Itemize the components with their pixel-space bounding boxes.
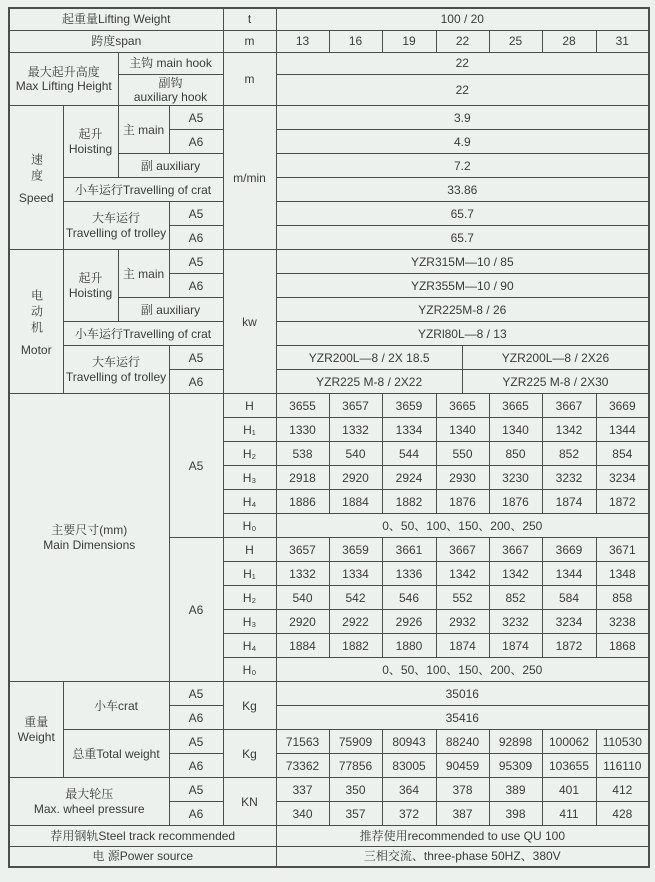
dim-value: 1344 <box>596 418 649 442</box>
motor-crane-a6-values <box>276 370 649 394</box>
lifting-weight-value: 100 / 20 <box>276 8 649 30</box>
weight-trolley-a5-value: 35016 <box>276 682 649 706</box>
max-lifting-height-en: Max Lifting Height <box>15 78 112 93</box>
row-span <box>9 30 649 52</box>
pressure-value: 357 <box>329 802 382 826</box>
dim-value: 1874 <box>436 634 489 658</box>
dim-value: 1872 <box>596 490 649 514</box>
motor-crane-label <box>63 346 169 394</box>
dim-value: 540 <box>329 442 382 466</box>
pressure-value: 337 <box>276 778 329 802</box>
weight-value: 100062 <box>542 730 596 754</box>
pressure-value: 412 <box>596 778 649 802</box>
speed-unit: m/min <box>223 106 276 250</box>
weight-value: 77856 <box>329 754 382 778</box>
grade-a6: A6 <box>169 802 223 826</box>
weight-value: 80943 <box>382 730 436 754</box>
wheel-pressure-en: Max. wheel pressure <box>33 801 145 816</box>
max-lifting-height-label <box>9 52 118 106</box>
dim-value: 2930 <box>436 466 489 490</box>
motor-main-a5-value: YZR315M—10 / 85 <box>276 250 649 274</box>
span-label: 跨度span <box>9 30 223 52</box>
dim-row-label: H₂ <box>223 586 276 610</box>
weight-value: 92898 <box>489 730 542 754</box>
dim-value: 1874 <box>489 634 542 658</box>
dim-value: 3671 <box>596 538 649 562</box>
speed-crane-en: Travelling of trolley <box>65 225 167 240</box>
power-source-label: 电 源Power source <box>9 847 276 867</box>
dim-value: 3669 <box>542 538 596 562</box>
motor-trolley-label: 小车运行Travelling of crat <box>63 322 223 346</box>
dim-value: 3665 <box>436 394 489 418</box>
dim-value: 3232 <box>542 466 596 490</box>
weight-value: 95309 <box>489 754 542 778</box>
weight-value: 88240 <box>436 730 489 754</box>
span-value: 13 <box>276 30 329 52</box>
aux-hook-zh: 副钩 <box>158 75 183 90</box>
motor-section-label <box>9 250 63 394</box>
dim-value: 1332 <box>329 418 382 442</box>
speed-crane-a6-value: 65.7 <box>276 226 649 250</box>
weight-total-label: 总重Total weight <box>63 730 169 778</box>
grade-a5: A5 <box>169 394 223 538</box>
dim-row-label: H₁ <box>223 418 276 442</box>
lifting-weight-unit: t <box>223 8 276 30</box>
weight-unit: Kg <box>223 682 276 730</box>
dim-value: 1348 <box>596 562 649 586</box>
max-lifting-height-unit: m <box>223 52 276 106</box>
dim-value: 1342 <box>436 562 489 586</box>
lifting-weight-label: 起重量Lifting Weight <box>9 8 223 30</box>
motor-crane-a5-left: YZR200L—8 / 2X 18.5 <box>308 350 430 365</box>
main-hook-value: 22 <box>276 52 649 74</box>
motor-hoisting-label <box>63 250 118 322</box>
weight-unit: Kg <box>223 730 276 778</box>
dim-value: 1344 <box>542 562 596 586</box>
dim-value: 542 <box>329 586 382 610</box>
dim-value: 3238 <box>596 610 649 634</box>
dim-row-label: H <box>223 394 276 418</box>
dim-value: 1340 <box>489 418 542 442</box>
span-value: 28 <box>542 30 596 52</box>
row-wheel-a5 <box>9 778 649 802</box>
weight-value: 90459 <box>436 754 489 778</box>
motor-crane-a6-left: YZR225 M-8 / 2X22 <box>316 374 423 389</box>
dim-row-label: H₄ <box>223 490 276 514</box>
dim-value: 2918 <box>276 466 329 490</box>
motor-unit: kw <box>223 250 276 394</box>
dim-value: 2920 <box>329 466 382 490</box>
speed-trolley-value: 33.86 <box>276 178 649 202</box>
dim-value: 3659 <box>329 538 382 562</box>
dim-value: 2926 <box>382 610 436 634</box>
speed-main-a5-value: 3.9 <box>276 106 649 130</box>
speed-section-label <box>9 106 63 250</box>
wheel-pressure-label <box>9 778 169 826</box>
dim-value: 852 <box>489 586 542 610</box>
speed-aux-value: 7.2 <box>276 154 649 178</box>
row-main-hook <box>9 52 649 74</box>
row-power-source <box>9 847 649 867</box>
motor-crane-zh: 大车运行 <box>91 355 140 370</box>
dim-value: 1336 <box>382 562 436 586</box>
dim-h0-value: 0、50、100、150、200、250 <box>276 658 649 682</box>
dims-en: Main Dimensions <box>43 537 136 552</box>
motor-crane-en: Travelling of trolley <box>65 369 167 384</box>
speed-crane-a5-value: 65.7 <box>276 202 649 226</box>
dim-value: 2922 <box>329 610 382 634</box>
grade-a5: A5 <box>169 682 223 706</box>
dim-row-label: H₃ <box>223 610 276 634</box>
dim-value: 3234 <box>542 610 596 634</box>
speed-zh: 速度 <box>29 152 44 185</box>
weight-value: 71563 <box>276 730 329 754</box>
dim-value: 1872 <box>542 634 596 658</box>
dim-value: 1874 <box>542 490 596 514</box>
span-unit: m <box>223 30 276 52</box>
pressure-value: 387 <box>436 802 489 826</box>
dim-value: 1884 <box>276 634 329 658</box>
grade-a6: A6 <box>169 706 223 730</box>
pressure-value: 411 <box>542 802 596 826</box>
motor-aux-value: YZR225M-8 / 26 <box>276 298 649 322</box>
power-source-value: 三相交流、three-phase 50HZ、380V <box>276 847 649 867</box>
steel-track-label: 荐用钢轨Steel track recommended <box>9 826 276 847</box>
weight-value: 83005 <box>382 754 436 778</box>
pressure-value: 401 <box>542 778 596 802</box>
crane-spec-table <box>8 7 650 868</box>
speed-main-label: 主 main <box>118 106 169 154</box>
dim-value: 544 <box>382 442 436 466</box>
grade-a5: A5 <box>169 106 223 130</box>
dim-row-label: H₄ <box>223 634 276 658</box>
motor-crane-a5-values <box>276 346 649 370</box>
grade-a6: A6 <box>169 370 223 394</box>
row-weight-trolley-a5 <box>9 682 649 706</box>
dim-value: 3665 <box>489 394 542 418</box>
row-motor-trolley <box>9 322 649 346</box>
grade-a5: A5 <box>169 778 223 802</box>
weight-zh: 重量 <box>24 715 49 730</box>
motor-main-a6-value: YZR355M—10 / 90 <box>276 274 649 298</box>
weight-value: 116110 <box>596 754 649 778</box>
motor-hoisting-zh: 起升 <box>78 271 103 286</box>
dim-value: 538 <box>276 442 329 466</box>
dim-value: 1884 <box>329 490 382 514</box>
main-hook-label: 主钩 main hook <box>118 52 223 74</box>
dim-value: 3657 <box>329 394 382 418</box>
speed-en: Speed <box>18 191 54 206</box>
dim-row-label: H₃ <box>223 466 276 490</box>
motor-aux-label: 副 auxiliary <box>118 298 223 322</box>
pressure-value: 364 <box>382 778 436 802</box>
span-value: 16 <box>329 30 382 52</box>
motor-crane-a6-right: YZR225 M-8 / 2X30 <box>462 370 648 393</box>
dim-value: 550 <box>436 442 489 466</box>
row-speed-crane-a5 <box>9 202 649 226</box>
span-value: 31 <box>596 30 649 52</box>
pressure-value: 398 <box>489 802 542 826</box>
motor-trolley-value: YZRl80L—8 / 13 <box>276 322 649 346</box>
dims-zh: 主要尺寸(mm) <box>51 523 128 538</box>
pressure-value: 340 <box>276 802 329 826</box>
dim-row-label: H₀ <box>223 514 276 538</box>
dim-value: 1334 <box>329 562 382 586</box>
row-motor-crane-a5 <box>9 346 649 370</box>
dim-value: 3234 <box>596 466 649 490</box>
dim-value: 3667 <box>542 394 596 418</box>
motor-crane-a5-right: YZR200L—8 / 2X26 <box>462 346 648 369</box>
speed-main-a6-value: 4.9 <box>276 130 649 154</box>
wheel-pressure-zh: 最大轮压 <box>65 787 114 802</box>
dim-value: 854 <box>596 442 649 466</box>
aux-hook-en: auxiliary hook <box>133 89 208 104</box>
dim-value: 1882 <box>382 490 436 514</box>
dim-value: 1332 <box>276 562 329 586</box>
grade-a5: A5 <box>169 730 223 754</box>
dim-value: 1340 <box>436 418 489 442</box>
dim-value: 3669 <box>596 394 649 418</box>
grade-a6: A6 <box>169 226 223 250</box>
dim-h0-value: 0、50、100、150、200、250 <box>276 514 649 538</box>
dim-value: 1886 <box>276 490 329 514</box>
pressure-value: 372 <box>382 802 436 826</box>
pressure-value: 389 <box>489 778 542 802</box>
motor-hoisting-en: Hoisting <box>68 285 113 300</box>
aux-hook-label <box>118 74 223 106</box>
dim-row-label: H₁ <box>223 562 276 586</box>
dim-value: 540 <box>276 586 329 610</box>
weight-value: 110530 <box>596 730 649 754</box>
row-speed-main-a5 <box>9 106 649 130</box>
wheel-pressure-unit: KN <box>223 778 276 826</box>
dim-value: 1882 <box>329 634 382 658</box>
speed-crane-label <box>63 202 169 250</box>
speed-aux-label: 副 auxiliary <box>118 154 223 178</box>
grade-a5: A5 <box>169 202 223 226</box>
weight-en: Weight <box>17 729 55 744</box>
row-steel-track <box>9 826 649 847</box>
motor-en: Motor <box>20 343 52 358</box>
dim-value: 2932 <box>436 610 489 634</box>
dim-value: 3657 <box>276 538 329 562</box>
row-weight-total-a5 <box>9 730 649 754</box>
pressure-value: 350 <box>329 778 382 802</box>
weight-trolley-a6-value: 35416 <box>276 706 649 730</box>
max-lifting-height-zh: 最大起升高度 <box>27 64 100 79</box>
dim-value: 3661 <box>382 538 436 562</box>
row-lifting-weight <box>9 8 649 30</box>
dim-value: 3667 <box>436 538 489 562</box>
speed-hoisting-label <box>63 106 118 178</box>
dim-value: 3230 <box>489 466 542 490</box>
grade-a6: A6 <box>169 130 223 154</box>
row-dims-a5-H <box>9 394 649 418</box>
aux-hook-value: 22 <box>276 74 649 106</box>
dim-value: 2920 <box>276 610 329 634</box>
speed-crane-zh: 大车运行 <box>91 211 140 226</box>
weight-value: 73362 <box>276 754 329 778</box>
dim-value: 850 <box>489 442 542 466</box>
dim-value: 1880 <box>382 634 436 658</box>
pressure-value: 428 <box>596 802 649 826</box>
row-speed-trolley <box>9 178 649 202</box>
motor-zh: 电动机 <box>29 288 44 337</box>
span-value: 22 <box>436 30 489 52</box>
dim-row-label: H₀ <box>223 658 276 682</box>
dim-value: 3667 <box>489 538 542 562</box>
dim-value: 3659 <box>382 394 436 418</box>
grade-a5: A5 <box>169 346 223 370</box>
speed-hoisting-zh: 起升 <box>78 127 103 142</box>
weight-section-label <box>9 682 63 778</box>
span-value: 25 <box>489 30 542 52</box>
dims-section-label <box>9 394 169 682</box>
dim-value: 3655 <box>276 394 329 418</box>
dim-value: 852 <box>542 442 596 466</box>
grade-a6: A6 <box>169 754 223 778</box>
dim-row-label: H₂ <box>223 442 276 466</box>
dim-row-label: H <box>223 538 276 562</box>
pressure-value: 378 <box>436 778 489 802</box>
speed-trolley-label: 小车运行Travelling of crat <box>63 178 223 202</box>
grade-a6: A6 <box>169 538 223 682</box>
weight-value: 75909 <box>329 730 382 754</box>
grade-a6: A6 <box>169 274 223 298</box>
dim-value: 1342 <box>489 562 542 586</box>
dim-value: 584 <box>542 586 596 610</box>
dim-value: 1330 <box>276 418 329 442</box>
weight-trolley-label: 小车crat <box>63 682 169 730</box>
dim-value: 1876 <box>436 490 489 514</box>
grade-a5: A5 <box>169 250 223 274</box>
dim-value: 546 <box>382 586 436 610</box>
motor-main-label: 主 main <box>118 250 169 298</box>
dim-value: 858 <box>596 586 649 610</box>
dim-value: 552 <box>436 586 489 610</box>
dim-value: 1876 <box>489 490 542 514</box>
row-motor-main-a5 <box>9 250 649 274</box>
dim-value: 2924 <box>382 466 436 490</box>
dim-value: 3232 <box>489 610 542 634</box>
steel-track-value: 推荐使用recommended to use QU 100 <box>276 826 649 847</box>
span-value: 19 <box>382 30 436 52</box>
speed-hoisting-en: Hoisting <box>68 141 113 156</box>
dim-value: 1334 <box>382 418 436 442</box>
dim-value: 1342 <box>542 418 596 442</box>
dim-value: 1868 <box>596 634 649 658</box>
weight-value: 103655 <box>542 754 596 778</box>
